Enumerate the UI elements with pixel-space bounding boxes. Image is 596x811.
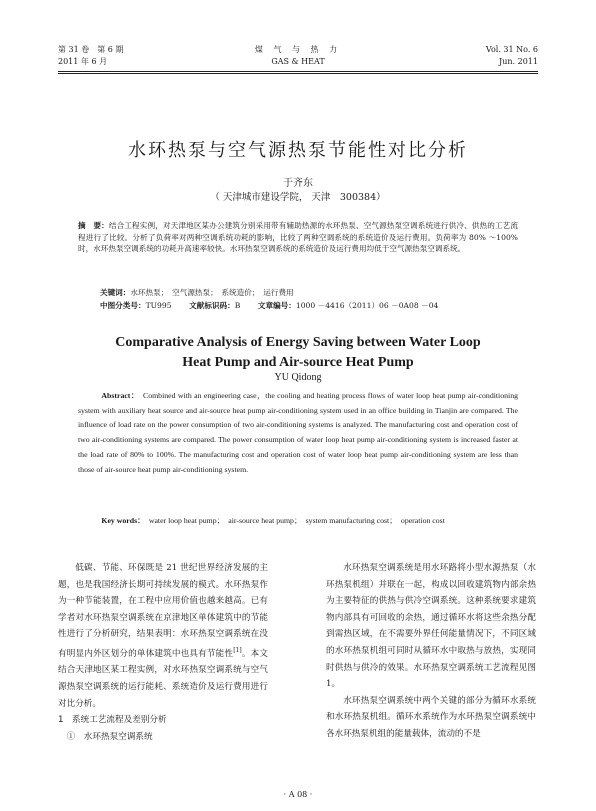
abstract-en-label: Abstract： <box>101 391 140 400</box>
title-en-line1: Comparative Analysis of Energy Saving between Water Loop <box>115 335 481 350</box>
clc-label: 中图分类号： <box>100 301 146 310</box>
keywords-en-label: Key words： <box>101 516 145 525</box>
abstract-cn <box>78 220 518 255</box>
body-column-right <box>326 560 536 743</box>
volume-issue-en: Vol. 31 No. 6 <box>485 45 538 54</box>
intro-paragraph <box>58 560 268 712</box>
keywords-cn-label: 关键词： <box>100 288 131 297</box>
body-paragraph-2: 水环热泵空调系统中两个关键的部分为循环水系统和水环热泵机组。循环水系统作为水环热泵空调系统中各水环热泵机组的能量载体，流动的不是 <box>326 695 536 739</box>
volume-issue: 第 31 卷 第 6 期 <box>58 45 124 54</box>
body-column-left <box>58 560 268 745</box>
keywords-cn-text: 水环热泵； 空气源热泵； 系统造价； 运行费用 <box>130 288 294 297</box>
abstract-en-text: Combined with an engineering case，the cooling and heating process flows of water loop heat pump air-conditioning system with auxiliary heat source and air-source heat pump air-conditioning system used in an office building in Tianjin are compared. The influence of load rate on the power consumption of two air-conditioning systems is analyzed. The manufacturing cost and operation cost of two air-conditioning systems are compared. The power consumption of water loop heat pump air-conditioning system is increased faster at the load rate of 80% to 100%. The manufacturing cost and operation cost of water loop heat pump air-conditioning system are less than those of air-source heat pump air-conditioning system. <box>78 391 518 474</box>
title-en <box>0 333 596 373</box>
intro-text-part1: 低碳、节能、环保既是 21 世纪世界经济发展的主题，也是我国经济长期可持续发展的模式。水环热泵作为一种节能装置，在工程中应用价值也越来越高。已有学者对水环热泵空调系统在京津地区单体建筑中的节能性进行了分析研究，结果表明：水环热泵空调系统在没有明显内外区划分的单体建筑中也具有节能性 <box>58 563 268 659</box>
abstract-en <box>78 389 518 477</box>
keywords-cn <box>100 287 294 298</box>
abstract-cn-text: 结合工程实例，对天津地区某办公建筑分别采用带有辅助热源的水环热泵、空气源热泵空调系统进行供冷、供热的工艺流程进行了比较。分析了负荷率对两种空调系统功耗的影响，比较了两种空调系统的系统造价及运行费用。负荷率为 80% ～100% 时，水环热泵空调系统的功耗升高速率较快。水环热泵空调系统的系统造价及运行费用均低于空气源热泵空调系统。 <box>78 221 518 254</box>
classification-line <box>100 300 438 311</box>
doc-code-label: 文献标识码： <box>189 301 235 310</box>
journal-name-cn: 煤 气 与 热 力 <box>254 45 342 54</box>
publication-date: 2011 年 6 月 <box>58 57 108 66</box>
body-paragraph-1: 水环热泵空调系统是用水环路将小型水源热泵（水环热泵机组）并联在一起，构成以回收建筑物内部余热为主要特征的供热与供冷空调系统。这种系统要求建筑物内部具有可回收的余热，通过循环水将这些余热分配到需热区域，在不需要外界任何能量情况下，不同区域的水环热泵机组可同时从循环水中取热与放热，实现同时供热与供冷的效果。水环热泵空调系统工艺流程见图 1。 <box>326 563 536 690</box>
header-right <box>486 44 538 68</box>
intro-text-part2: 。本文结合天津地区某工程实例，对水环热泵空调系统与空气源热泵空调系统的运行能耗、系统造价及运行费用进行对比分析。 <box>58 648 268 709</box>
title-en-line2: Heat Pump and Air-source Heat Pump <box>182 355 414 370</box>
clc-value: TU995 <box>145 301 172 310</box>
publication-date-en: Jun. 2011 <box>499 57 538 66</box>
page-number: · A 08 · <box>283 790 313 799</box>
header-rule-top <box>58 71 538 72</box>
article-number-label: 文章编号： <box>257 301 296 310</box>
doc-code-value: B <box>234 301 241 310</box>
title-cn: 水环热泵与空气源热泵节能性对比分析 <box>128 140 468 161</box>
affiliation-cn: （ 天津城市建设学院， 天津 300384） <box>210 192 386 203</box>
keywords-en <box>78 514 518 527</box>
subsection-heading-1: ① 水环热泵空调系统 <box>66 731 153 742</box>
header-rule-bottom <box>58 73 538 74</box>
author-cn: 于齐东 <box>283 178 313 189</box>
abstract-cn-label: 摘 要： <box>78 221 109 230</box>
section-heading-1: 1 系统工艺流程及差别分析 <box>58 715 167 726</box>
article-number-value: 1000 －4416（2011）06 －0A08 －04 <box>295 301 439 310</box>
reference-mark: [1] <box>233 646 242 654</box>
journal-name-en: GAS & HEAT <box>271 57 325 66</box>
author-en: YU Qidong <box>274 372 322 383</box>
keywords-en-text: water loop heat pump； air-source heat pump； system manufacturing cost； operation cost <box>148 516 445 525</box>
